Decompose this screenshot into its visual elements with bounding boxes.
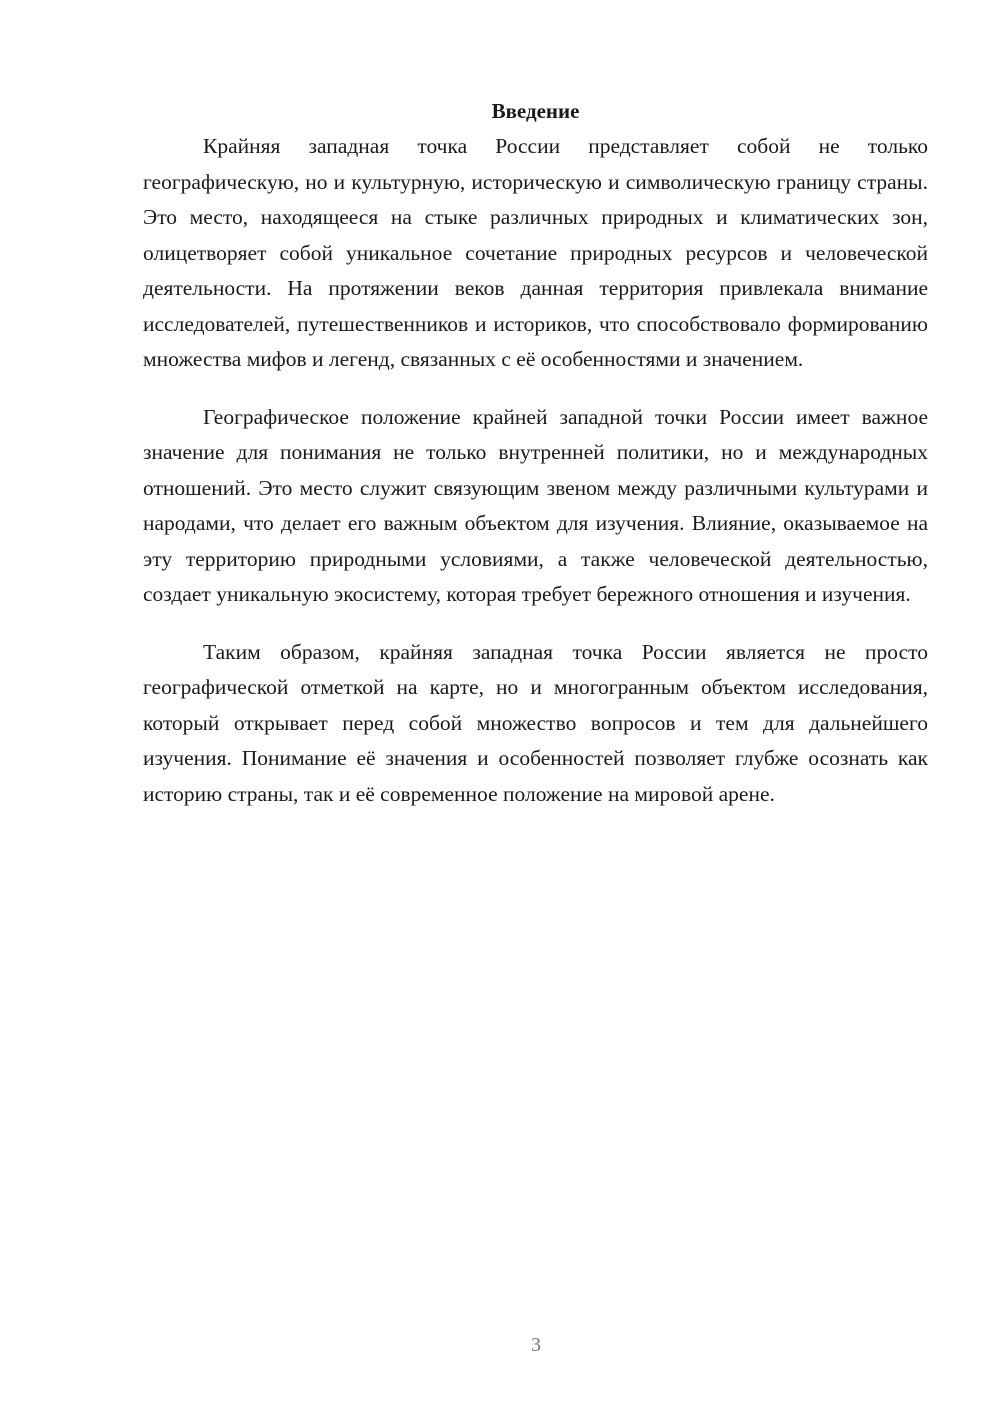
paragraph-2: Географическое положение крайней западной точки России имеет важное значение для понимания не только внутренней политики, но и международных отношений. Это место служит связующим звеном между различными культурами и народами, что делает его важным объектом для изучения. Влияние, оказываемое на эту территорию природными условиями, а также человеческой деятельностью, создает уникальную экосистему, которая требует бережного отношения и изучения.	[143, 404, 928, 606]
page-number: 3	[531, 1334, 541, 1356]
paragraph-3: Таким образом, крайняя западная точка России является не просто географической отметкой на карте, но и многогранным объектом исследования, который открывает перед собой множество вопросов и тем для дальнейшего изучения. Понимание её значения и особенностей позволяет глубже осознать как историю страны, так и её современное положение на мировой арене.	[143, 639, 928, 806]
section-title: Введение	[491, 99, 580, 123]
page-content	[143, 96, 928, 834]
paragraph-1: Крайняя западная точка России представляет собой не только географическую, но и культурную, историческую и символическую границу страны. Это место, находящееся на стыке различных природных и климатических зон, олицетворяет собой уникальное сочетание природных ресурсов и человеческой деятельности. На протяжении веков данная территория привлекала внимание исследователей, путешественников и историков, что способствовало формированию множества мифов и легенд, связанных с её особенностями и значением.	[143, 134, 928, 371]
